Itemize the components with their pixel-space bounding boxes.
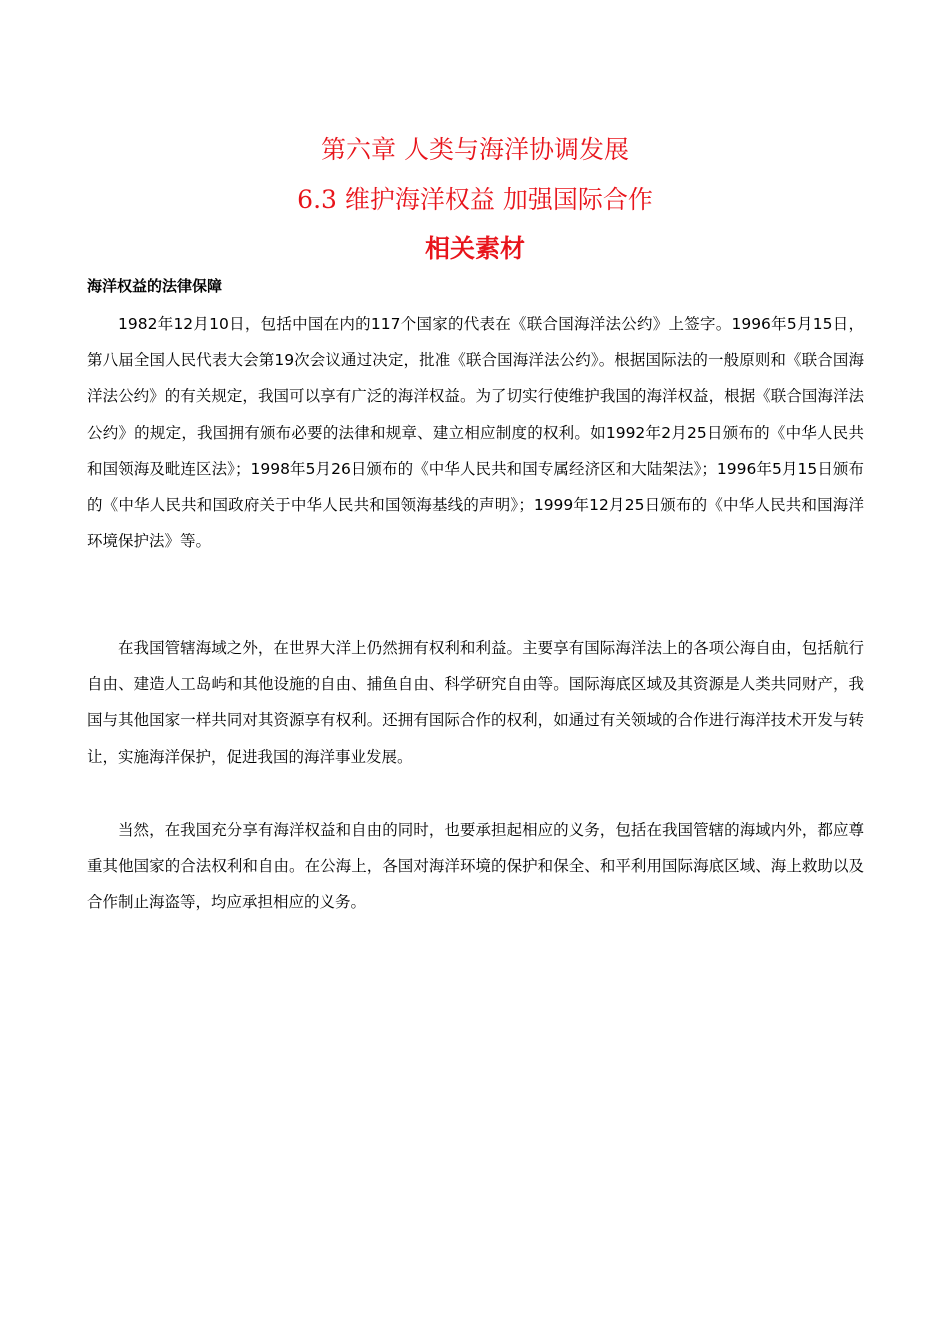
chapter-title: 第六章 人类与海洋协调发展 bbox=[321, 135, 629, 164]
section-heading: 海洋权益的法律保障 bbox=[87, 277, 223, 295]
paragraph-high-seas-rights: 在我国管辖海域之外，在世界大洋上仍然拥有权利和利益。主要享有国际海洋法上的各项公海自由，包括航行自由、建造人工岛屿和其他设施的自由、捕鱼自由、科学研究自由等。国际海底区域及其资源是人类共同财产，我国与其他国家一样共同对其资源享有权利。还拥有国际合作的权利，如通过有关领域的合作进行海洋技术开发与转让，实施海洋保护，促进我国的海洋事业发展。 bbox=[87, 639, 864, 766]
section-title: 6.3 维护海洋权益 加强国际合作 bbox=[297, 185, 653, 214]
paragraph-legal-basis: 1982年12月10日，包括中国在内的117个国家的代表在《联合国海洋法公约》上签字。1996年5月15日，第八届全国人民代表大会第19次会议通过决定，批准《联合国海洋法公约》。根据国际法的一般原则和《联合国海洋法公约》的有关规定，我国可以享有广泛的海洋权益。为了切实行使维护我国的海洋权益，根据《联合国海洋法公约》的规定，我国拥有颁布必要的法律和规章、建立相应制度的权利。如1992年2月25日颁布的《中华人民共和国领海及毗连区法》；1998年5月26日颁布的《中华人民共和国专属经济区和大陆架法》；1996年5月15日颁布的《中华人民共和国政府关于中华人民共和国领海基线的声明》；1999年12月25日颁布的《中华人民共和国海洋环境保护法》等。 bbox=[87, 315, 864, 551]
paragraph-obligations: 当然，在我国充分享有海洋权益和自由的同时，也要承担起相应的义务，包括在我国管辖的海域内外，都应尊重其他国家的合法权利和自由。在公海上，各国对海洋环境的保护和保全、和平利用国际海底区域、海上救助以及合作制止海盗等，均应承担相应的义务。 bbox=[87, 821, 864, 912]
material-title: 相关素材 bbox=[424, 234, 525, 263]
